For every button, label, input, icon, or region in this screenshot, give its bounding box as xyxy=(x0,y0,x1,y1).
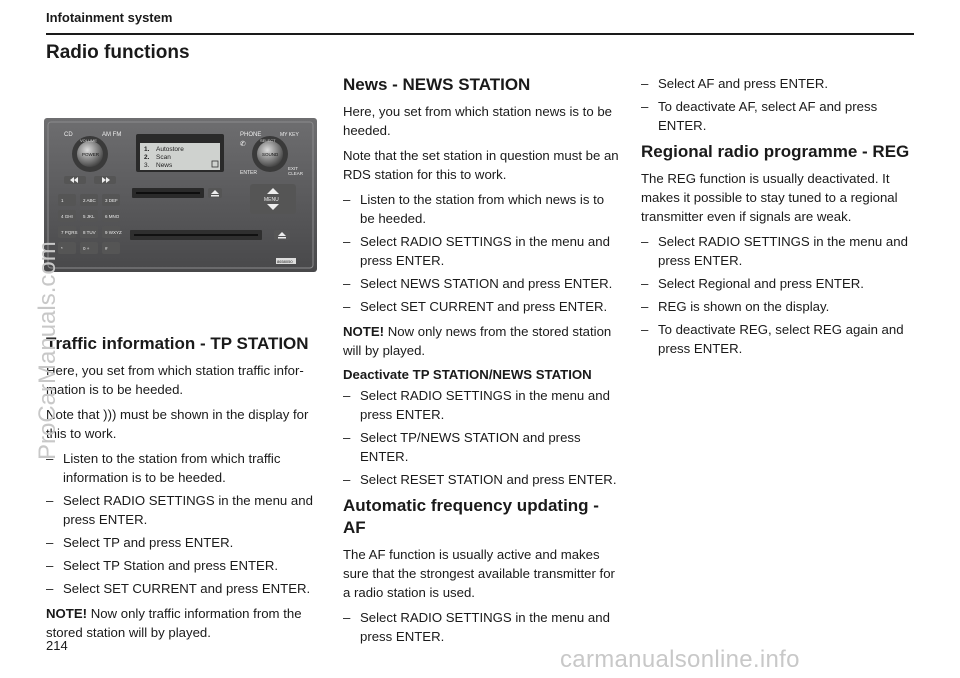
list-item: – Select SET CURRENT and press ENTER. xyxy=(343,297,621,316)
keypad-key-label: 5 JKL xyxy=(83,214,95,219)
figure-code: 8658050 xyxy=(277,259,293,264)
right-column xyxy=(641,74,916,364)
keypad-key-label: 7 PQRS xyxy=(61,230,78,235)
display-item-3: News xyxy=(156,162,173,169)
list-item: – Select RADIO SETTINGS in the menu and press ENTER. xyxy=(46,491,322,529)
list-item: – Select SET CURRENT and press ENTER. xyxy=(46,579,322,598)
display-item-2: Scan xyxy=(156,154,171,161)
label-power: POWER xyxy=(82,152,100,157)
label-volume: VOLUME xyxy=(80,138,97,143)
list-item: – Select TP/NEWS STATION and press ENTER. xyxy=(343,428,621,466)
list-item: – Select RADIO SETTINGS in the menu and press ENTER. xyxy=(343,608,621,646)
label-am-fm: AM FM xyxy=(102,132,122,138)
list-item: – Select RESET STATION and press ENTER. xyxy=(343,470,621,489)
keypad-key-label: 1 xyxy=(61,198,64,203)
radio-panel-illustration xyxy=(44,118,317,272)
keypad-key-label: 9 WXYZ xyxy=(105,230,122,235)
middle-column xyxy=(343,74,621,652)
keypad-key-label: 3 DEF xyxy=(105,198,118,203)
label-exit: EXIT xyxy=(288,166,299,171)
note-text: Now only traffic information from the stored station will by played. xyxy=(46,606,302,640)
keypad-key-label: 2 ABC xyxy=(83,198,96,203)
news-rds-note: Note that the set station in question must be an RDS station for this to work. xyxy=(343,148,619,182)
keypad-key-label: 0 + xyxy=(83,246,90,251)
page-number: 214 xyxy=(46,638,68,653)
list-item: – Select Regional and press ENTER. xyxy=(641,274,916,293)
tp-note-display: Note that ))) must be shown in the display for this to work. xyxy=(46,407,309,441)
heading-deactivate: Deactivate TP STATION/NEWS STATION xyxy=(343,367,592,382)
watermark-left xyxy=(14,230,61,460)
news-intro: Here, you set from which station news is to be heeded. xyxy=(343,104,612,138)
list-item: – Select TP Station and press ENTER. xyxy=(46,556,322,575)
keypad-key-label: * xyxy=(61,246,63,251)
list-item: – To deactivate REG, select REG again and press ENTER. xyxy=(641,320,916,358)
list-item: – Select RADIO SETTINGS in the menu and press ENTER. xyxy=(343,232,621,270)
header-rule xyxy=(46,33,914,35)
tp-steps xyxy=(46,449,322,598)
keypad-key-label: 8 TUV xyxy=(83,230,96,235)
list-item: – Select RADIO SETTINGS in the menu and press ENTER. xyxy=(641,232,916,270)
display-item-2-num: 2. xyxy=(144,154,150,161)
label-my-key: MY KEY xyxy=(280,132,299,138)
list-item: – Select NEWS STATION and press ENTER. xyxy=(343,274,621,293)
deactivate-steps xyxy=(343,386,621,489)
phone-icon: ✆ xyxy=(240,140,246,148)
note-label: NOTE! xyxy=(46,606,88,621)
heading-tp-station: Traffic information - TP STATION xyxy=(46,334,309,353)
watermark-bottom: carmanualsonline.info xyxy=(560,646,800,673)
af-steps xyxy=(343,608,621,646)
note-label: NOTE! xyxy=(343,324,385,339)
label-phone: PHONE xyxy=(240,132,262,138)
reg-steps xyxy=(641,232,916,358)
heading-news-station: News - NEWS STATION xyxy=(343,75,531,94)
list-item: – Listen to the station from which news is to be heeded. xyxy=(343,190,621,228)
af-intro: The AF function is usually active and makes sure that the strongest available transmitter for a radio station is used. xyxy=(343,547,615,600)
heading-af: Automatic frequency updating - AF xyxy=(343,496,599,537)
section-header: Infotainment system xyxy=(46,10,173,25)
page-title: Radio functions xyxy=(46,42,190,63)
display-item-3-num: 3. xyxy=(144,162,150,169)
keypad-key-label: 4 GHI xyxy=(61,214,73,219)
label-clear: CLEAR xyxy=(288,171,304,176)
display-item-1: Autostore xyxy=(156,146,184,153)
label-select: SELECT xyxy=(260,138,276,143)
note-text: Now only news from the stored station will by played. xyxy=(343,324,612,358)
reg-intro: The REG function is usually deactivated. It makes it possible to stay tuned to a regional transmitter even if signals are weak. xyxy=(641,171,898,224)
tp-intro: Here, you set from which station traffic infor-mation is to be heeded. xyxy=(46,363,304,397)
keypad-key-label: 6 MNO xyxy=(105,214,120,219)
af-steps-continued xyxy=(641,74,916,135)
heading-reg: Regional radio programme - REG xyxy=(641,142,910,161)
list-item: – To deactivate AF, select AF and press ENTER. xyxy=(641,97,916,135)
list-item: – REG is shown on the display. xyxy=(641,297,916,316)
list-item: – Listen to the station from which traffic information is to be heeded. xyxy=(46,449,322,487)
list-item: – Select RADIO SETTINGS in the menu and press ENTER. xyxy=(343,386,621,424)
news-note xyxy=(343,322,621,360)
watermark-left-text: ProCarManuals.com xyxy=(34,241,61,460)
label-sound: SOUND xyxy=(262,152,279,157)
list-item: – Select AF and press ENTER. xyxy=(641,74,916,93)
label-menu: MENU xyxy=(264,197,279,203)
display-item-1-num: 1. xyxy=(144,146,150,153)
list-item: – Select TP and press ENTER. xyxy=(46,533,322,552)
left-column xyxy=(46,333,322,648)
label-enter: ENTER xyxy=(240,170,257,176)
label-cd: CD xyxy=(64,132,73,138)
keypad-key-label: # xyxy=(105,246,108,251)
news-steps xyxy=(343,190,621,316)
tp-note xyxy=(46,604,322,642)
